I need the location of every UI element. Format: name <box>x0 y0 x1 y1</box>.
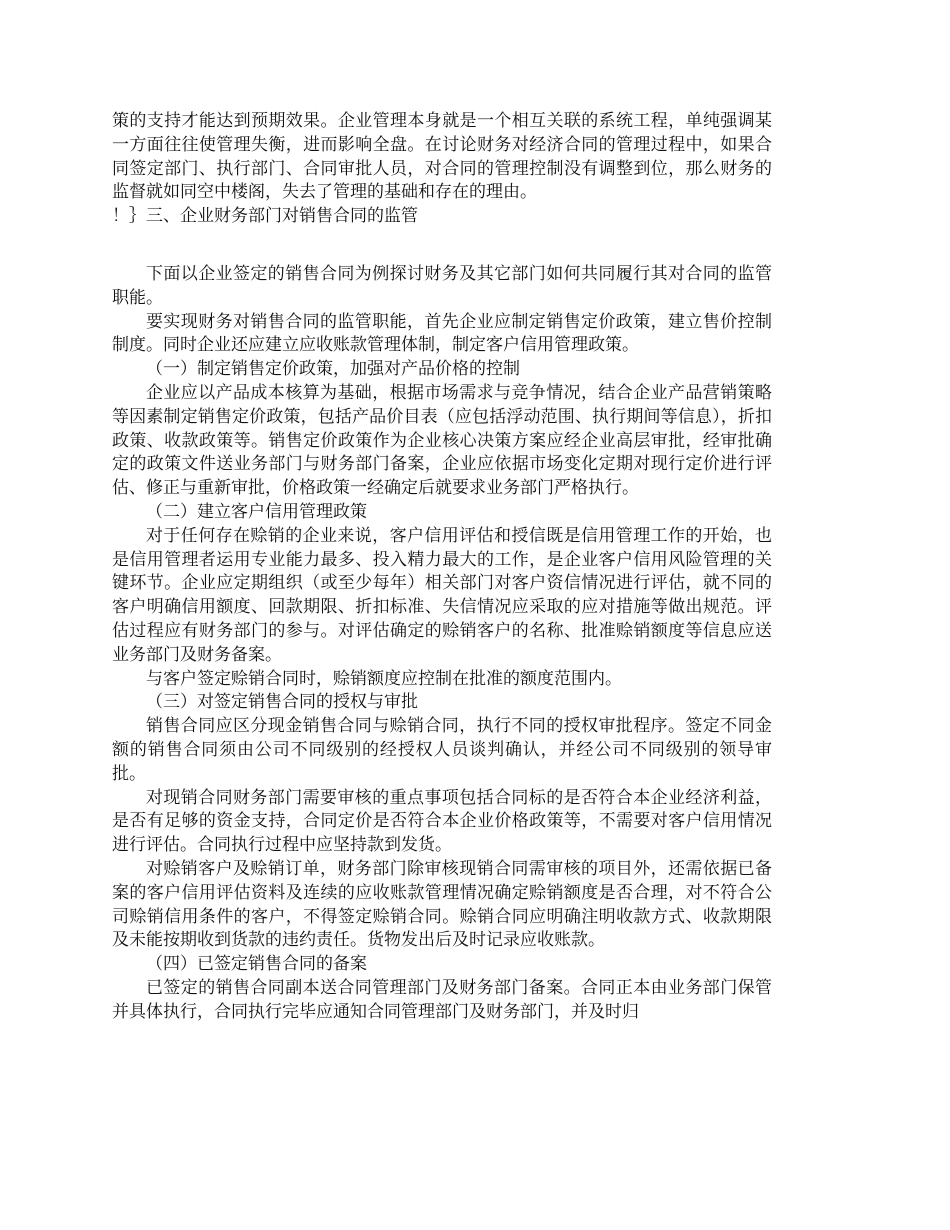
paragraph: 对于任何存在赊销的企业来说，客户信用评估和授信既是信用管理工作的开始，也是信用管理者运用专业能力最多、投入精力最大的工作，是企业客户信用风险管理的关键环节。企业应定期组织（或至少每年）相关部门对客户资信情况进行评估，就不同的客户明确信用额度、回款期限、折扣标准、失信情况应采取的应对措施等做出规范。评估过程应有财务部门的参与。对评估确定的赊销客户的名称、批准赊销额度等信息应送业务部门及财务备案。 <box>112 525 772 665</box>
subheading-2: （二）建立客户信用管理政策 <box>146 501 367 522</box>
subheading-1: （一）制定销售定价政策，加强对产品价格的控制 <box>146 359 520 380</box>
section-heading-3: ！｝三、企业财务部门对销售合同的监管 <box>112 206 418 227</box>
spacer <box>112 229 772 263</box>
subheading-3: （三）对签定销售合同的授权与审批 <box>146 692 418 713</box>
paragraph: 销售合同应区分现金销售合同与赊销合同，执行不同的授权审批程序。签定不同金额的销售合同须由公司不同级别的经授权人员谈判确认，并经公司不同级别的领导审批。 <box>112 716 772 784</box>
paragraph: 下面以企业签定的销售合同为例探讨财务及其它部门如何共同履行其对合同的监管职能。 <box>112 263 772 308</box>
document-page <box>112 110 772 1024</box>
paragraph-intro: 策的支持才能达到预期效果。企业管理本身就是一个相互关联的系统工程，单纯强调某一方面往往使管理失衡，进而影响全盘。在讨论财务对经济合同的管理过程中，如果合同签定部门、执行部门、合同审批人员，对合同的管理控制没有调整到位，那么财务的监督就如同空中楼阁，失去了管理的基础和存在的理由。 <box>112 111 772 203</box>
paragraph: 对赊销客户及赊销订单，财务部门除审核现销合同需审核的项目外，还需依据已备案的客户信用评估资料及连续的应收账款管理情况确定赊销额度是否合理，对不符合公司赊销信用条件的客户，不得签定赊销合同。赊销合同应明确注明收款方式、收款期限及未能按期收到货款的违约责任。货物发出后及时记录应收账款。 <box>112 858 772 951</box>
paragraph: 企业应以产品成本核算为基础，根据市场需求与竞争情况，结合企业产品营销策略等因素制定销售定价政策，包括产品价目表（应包括浮动范围、执行期间等信息），折扣政策、收款政策等。销售定价政策作为企业核心决策方案应经企业高层审批，经审批确定的政策文件送业务部门与财务部门备案，企业应依据市场变化定期对现行定价进行评估、修正与重新审批，价格政策一经确定后就要求业务部门严格执行。 <box>112 382 772 499</box>
paragraph: 与客户签定赊销合同时，赊销额度应控制在批准的额度范围内。 <box>146 668 622 689</box>
paragraph: 要实现财务对销售合同的监管职能，首先企业应制定销售定价政策，建立售价控制制度。同时企业还应建立应收账款管理体制，制定客户信用管理政策。 <box>112 311 772 356</box>
paragraph: 已签定的销售合同副本送合同管理部门及财务部门备案。合同正本由业务部门保管并具体执行，合同执行完毕应通知合同管理部门及财务部门，并及时归 <box>112 977 772 1022</box>
subheading-4: （四）已签定销售合同的备案 <box>146 954 367 975</box>
paragraph: 对现销合同财务部门需要审核的重点事项包括合同标的是否符合本企业经济利益，是否有足够的资金支持，合同定价是否符合本企业价格政策等，不需要对客户信用情况进行评估。合同执行过程中应坚持款到发货。 <box>112 787 772 856</box>
